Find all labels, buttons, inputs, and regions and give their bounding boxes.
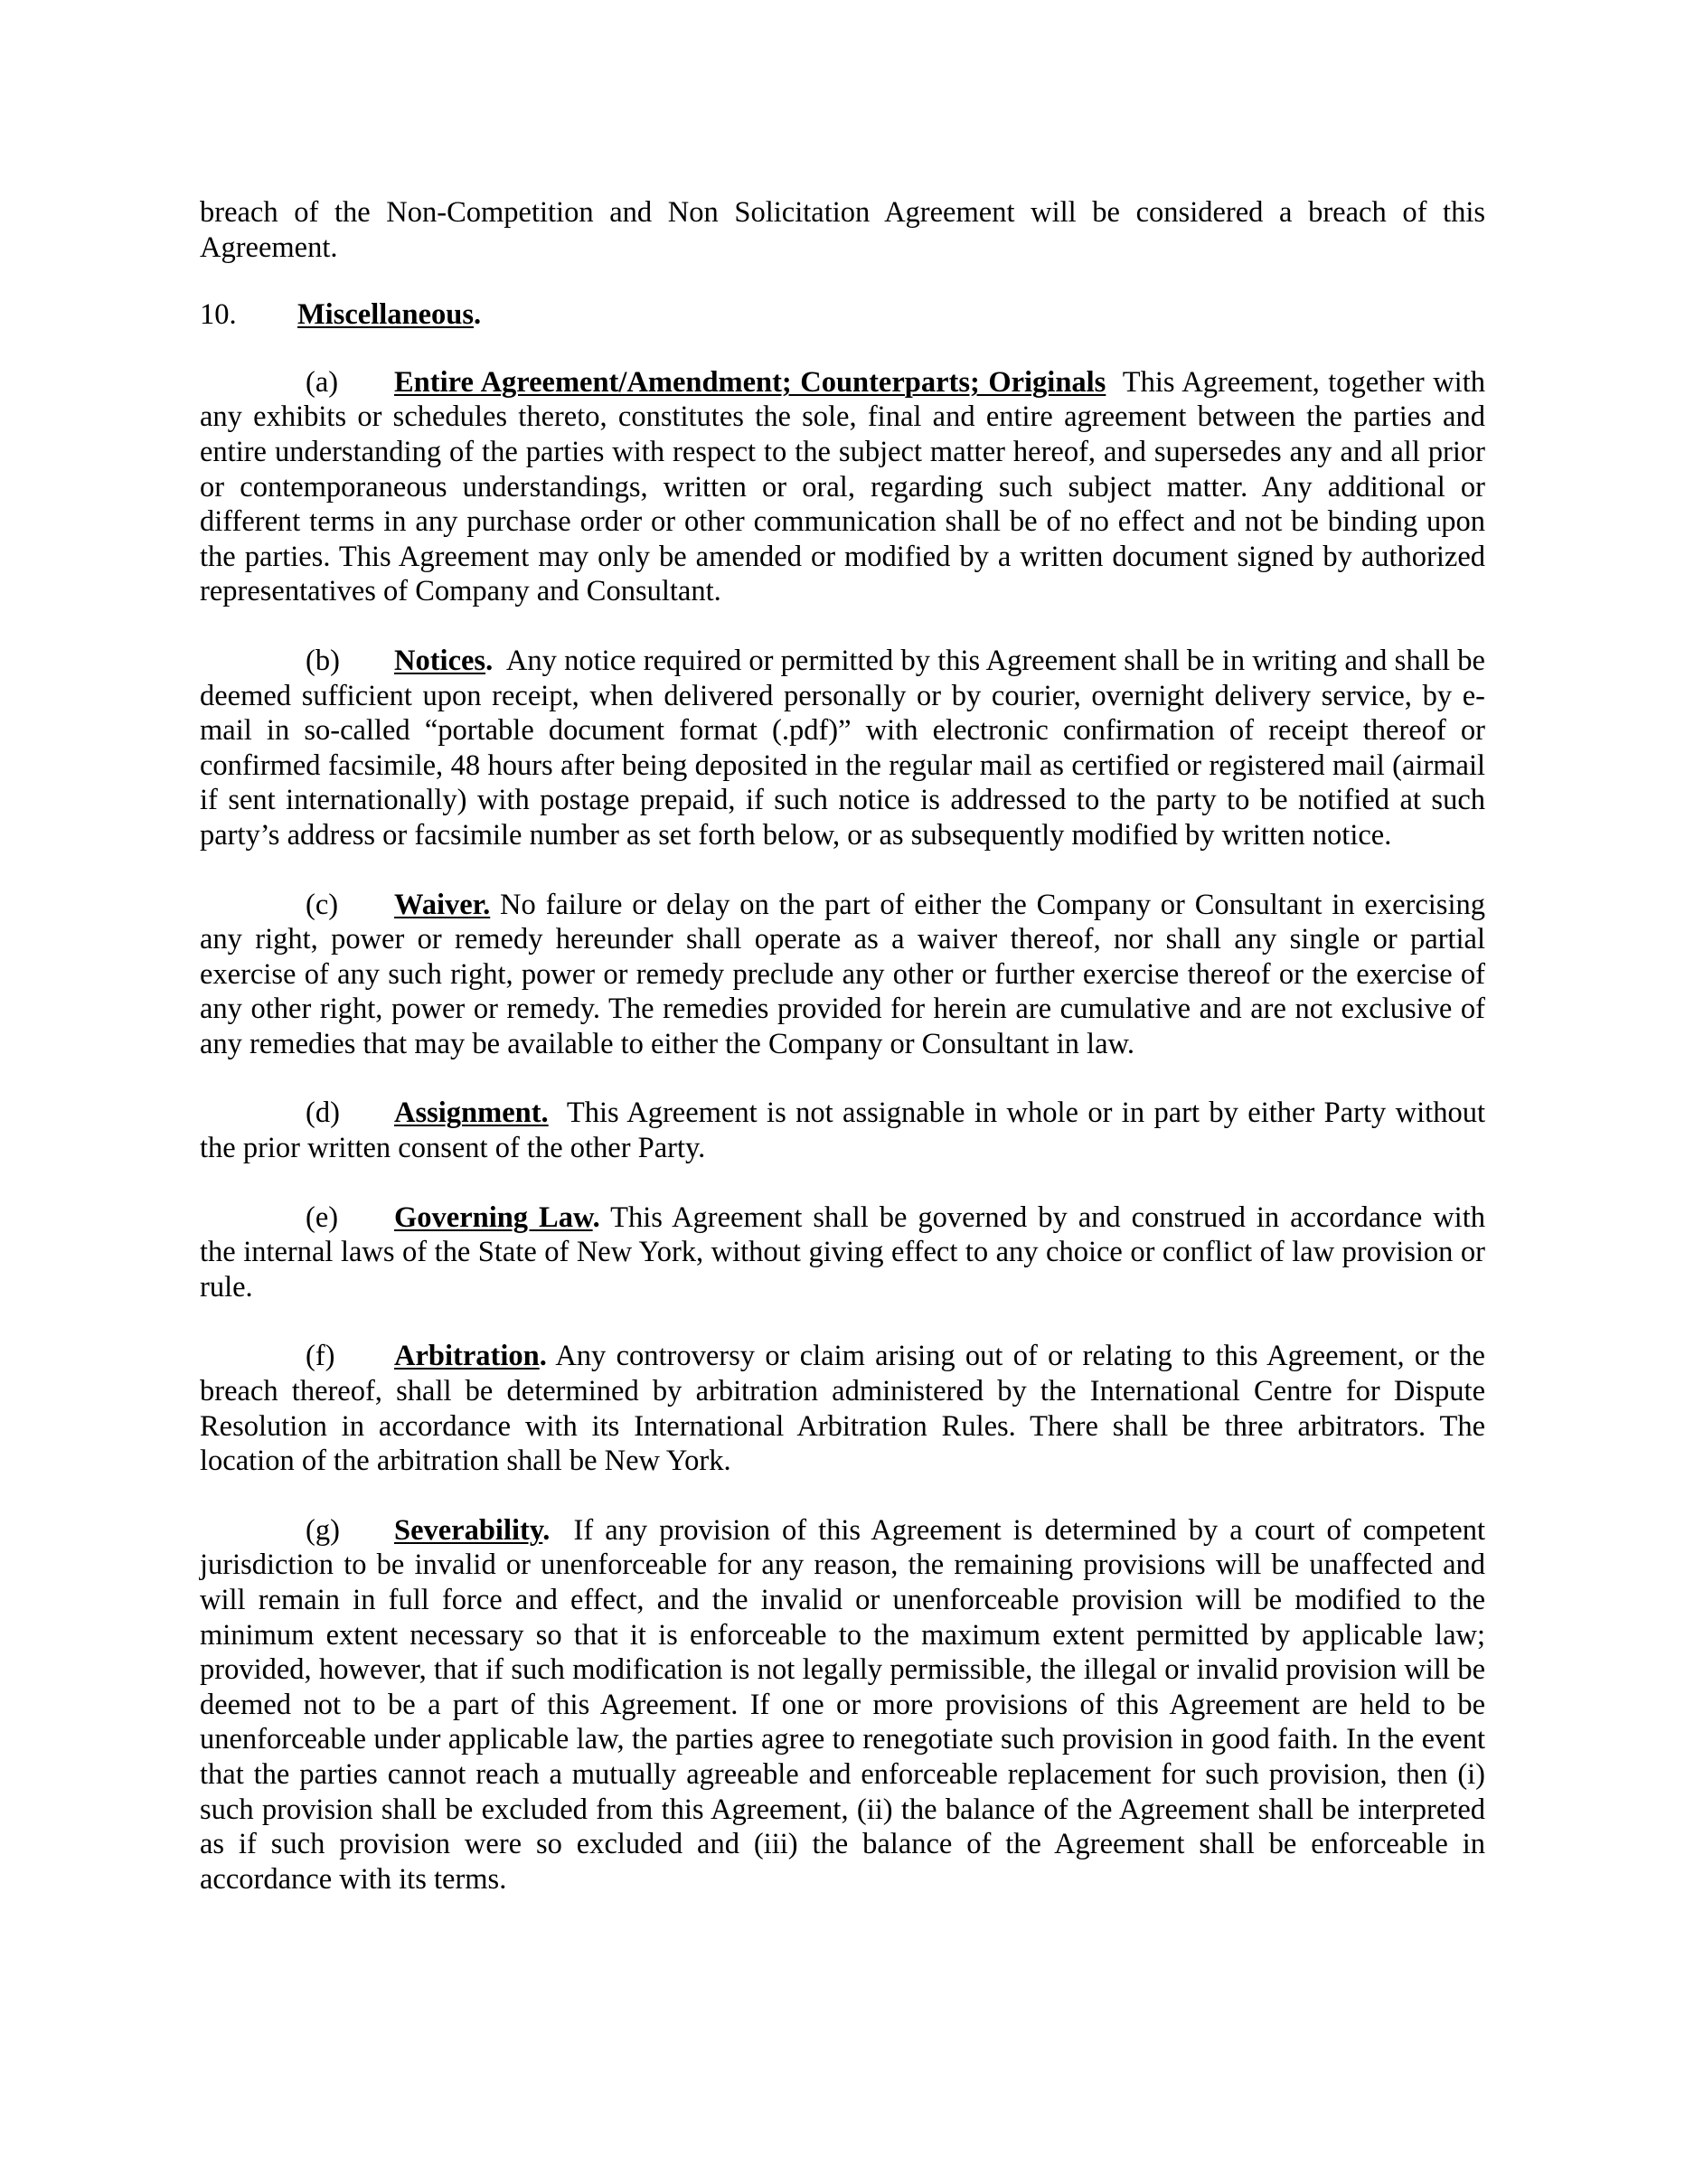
intro-paragraph: breach of the Non-Competition and Non Solicitation Agreement will be considered a breach of this Agreement.: [200, 196, 1485, 264]
section-heading: [200, 297, 1485, 333]
clause-caption-punct: .: [539, 1340, 547, 1373]
clause-caption: Assignment.: [394, 1097, 549, 1130]
clause-label: (g): [306, 1513, 340, 1547]
clause-body: Any controversy or claim arising out of or relating to this Agreement, or the breach thereof, shall be determined by arbitration administered by the International Centre for Dispute Resolution in accordance with its International Arbitration Rules. There shall be three arbitrators. The location of the arbitration shall be New York.: [200, 1340, 1485, 1478]
clause-label: (e): [306, 1200, 339, 1234]
clause-caption: Arbitration: [394, 1340, 540, 1373]
clause-a: [200, 365, 1485, 609]
clause-body: This Agreement shall be governed by and construed in accordance with the internal laws of the State of New York, without giving effect to any choice or conflict of law provision or rule.: [200, 1200, 1485, 1304]
clause-caption-punct: .: [485, 644, 494, 677]
document-page: [200, 195, 1485, 1931]
section-number: 10.: [200, 298, 237, 332]
clause-c: [200, 888, 1485, 1062]
clause-label: (f): [306, 1340, 335, 1373]
clause-caption: Severability: [394, 1513, 543, 1547]
clause-body: If any provision of this Agreement is determined by a court of competent jurisdiction to be invalid or unenforceable for any reason, the remaining provisions will be unaffected and will remain in full force and effect, and the invalid or unenforceable provision will be modified to the minimum extent necessary so that it is enforceable to the maximum extent permitted by applicable law; provided, however, that if such modification is not legally permissible, the illegal or invalid provision will be deemed not to be a part of this Agreement. If one or more provisions of this Agreement are held to be unenforceable under applicable law, the parties agree to renegotiate such provision in good faith. In the event that the parties cannot reach a mutually agreeable and enforceable replacement for such provision, then (i) such provision shall be excluded from this Agreement, (ii) the balance of the Agreement shall be interpreted as if such provision were so excluded and (iii) the balance of the Agreement shall be enforceable in accordance with its terms.: [200, 1513, 1486, 1896]
clause-label: (b): [306, 644, 340, 677]
section-title: Miscellaneous: [297, 298, 474, 332]
clause-label: (a): [306, 365, 339, 399]
clause-caption: Waiver.: [394, 888, 491, 921]
clause-caption-punct: .: [592, 1200, 600, 1234]
clause-b: [200, 644, 1485, 853]
clause-caption: Notices: [394, 644, 486, 677]
clause-body: This Agreement, together with any exhibits or schedules thereto, constitutes the sole, final and entire agreement between the parties and entire understanding of the parties with respect to the subject matter hereof, and supersedes any and all prior or contemporaneous understandings, written or oral, regarding such subject matter. Any additional or different terms in any purchase order or other communication shall be of no effect and not be binding upon the parties. This Agreement may only be amended or modified by a written document signed by authorized representatives of Company and Consultant.: [200, 365, 1485, 608]
clause-caption-punct: .: [542, 1513, 551, 1547]
section-title-punct: .: [473, 298, 482, 332]
clause-d: [200, 1096, 1485, 1165]
clause-f: [200, 1339, 1485, 1478]
clause-body: This Agreement is not assignable in whole or in part by either Party without the prior written consent of the other Party.: [200, 1097, 1485, 1165]
clause-label: (d): [306, 1097, 340, 1130]
clause-caption: Governing Law: [394, 1200, 593, 1234]
clause-body: Any notice required or permitted by this Agreement shall be in writing and shall be deemed sufficient upon receipt, when delivered personally or by courier, overnight delivery service, by e-mail in so-called “portable document format (.pdf)” with electronic confirmation of receipt thereof or confirmed facsimile, 48 hours after being deposited in the regular mail as certified or registered mail (airmail if sent internationally) with postage prepaid, if such notice is addressed to the party to be notified at such party’s address or facsimile number as set forth below, or as subsequently modified by written notice.: [200, 644, 1485, 852]
clause-e: [200, 1200, 1485, 1305]
clause-caption: Entire Agreement/Amendment; Counterparts; Originals: [394, 365, 1106, 399]
clause-g: [200, 1513, 1485, 1897]
clause-label: (c): [306, 888, 339, 921]
clause-body: No failure or delay on the part of either the Company or Consultant in exercising any right, power or remedy hereunder shall operate as a waiver thereof, nor shall any single or partial exercise of any such right, power or remedy preclude any other or further exercise thereof or the exercise of any other right, power or remedy. The remedies provided for herein are cumulative and are not exclusive of any remedies that may be available to either the Company or Consultant in law.: [200, 888, 1485, 1060]
